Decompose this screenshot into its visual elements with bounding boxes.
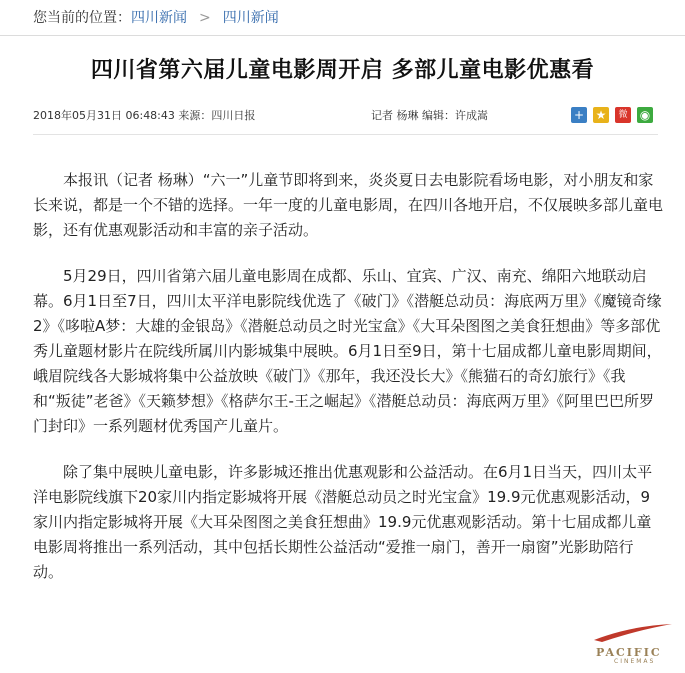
breadcrumb-separator: > bbox=[199, 10, 211, 26]
logo-text: PACIFIC bbox=[596, 646, 662, 659]
article-author-editor: 记者 杨琳 编辑：许成嵩 bbox=[371, 109, 488, 122]
logo-subtext: CINEMAS bbox=[614, 658, 656, 665]
article-date-source: 2018年05月31日 06:48:43 来源：四川日报 bbox=[33, 109, 256, 122]
share-icons bbox=[571, 107, 653, 123]
breadcrumb bbox=[0, 0, 685, 36]
weibo-share-icon[interactable]: 微 bbox=[615, 107, 631, 123]
wechat-share-icon[interactable]: ◉ bbox=[637, 107, 653, 123]
article-title: 四川省第六届儿童电影周开启 多部儿童电影优惠看 bbox=[90, 58, 595, 83]
plus-share-icon[interactable]: + bbox=[571, 107, 587, 123]
divider bbox=[33, 134, 658, 135]
logo-swoosh-icon bbox=[590, 620, 680, 646]
qzone-share-icon[interactable]: ★ bbox=[593, 107, 609, 123]
breadcrumb-link-sichuan-news[interactable]: 四川新闻 bbox=[131, 10, 187, 26]
article-paragraph-2: 5月29日，四川省第六届儿童电影周在成都、乐山、宜宾、广汉、南充、绵阳六地联动启幕。6月1日至7日，四川太平洋电影院线优选了《破门》《潜艇总动员：海底两万里》《魔镜奇缘2》《哆啦A梦：大雄的金银岛》《潜艇总动员之时光宝盒》《大耳朵图图之美食狂想曲》等多部优秀儿童题材影片在院线所属川内影城集中展映。6月1日至9日，第十七届成都儿童电影周期间，峨眉院线各大影城将集中公益放映《破门》《那年，我还没长大》《熊猫石的奇幻旅行》《我和“叛徒”老爸》《天籁梦想》《格萨尔王-王之崛起》《潜艇总动员：海底两万里》《阿里巴巴所罗门封印》一系列题材优秀国产儿童片。 bbox=[33, 267, 662, 435]
breadcrumb-label: 您当前的位置： bbox=[33, 10, 131, 26]
pacific-cinemas-logo bbox=[590, 620, 680, 665]
article-body bbox=[33, 168, 663, 606]
article-meta bbox=[33, 106, 653, 126]
article-paragraph-3: 除了集中展映儿童电影，许多影城还推出优惠观影和公益活动。在6月1日当天，四川太平洋电影院线旗下20家川内指定影城将开展《潜艇总动员之时光宝盒》19.9元优惠观影活动，9家川内指定影城将开展《大耳朵图图之美食狂想曲》19.9元优惠观影活动。第十七届成都儿童电影周将推出一系列活动，其中包括长期性公益活动“爱推一扇门，善开一扇窗”光影助陪行动。 bbox=[33, 463, 653, 581]
article-paragraph-1: 本报讯（记者 杨琳）“六一”儿童节即将到来，炎炎夏日去电影院看场电影，对小朋友和家长来说，都是一个不错的选择。一年一度的儿童电影周，在四川各地开启，不仅展映多部儿童电影，还有优惠观影活动和丰富的亲子活动。 bbox=[33, 171, 664, 239]
breadcrumb-link-sichuan-news-2[interactable]: 四川新闻 bbox=[222, 10, 279, 26]
